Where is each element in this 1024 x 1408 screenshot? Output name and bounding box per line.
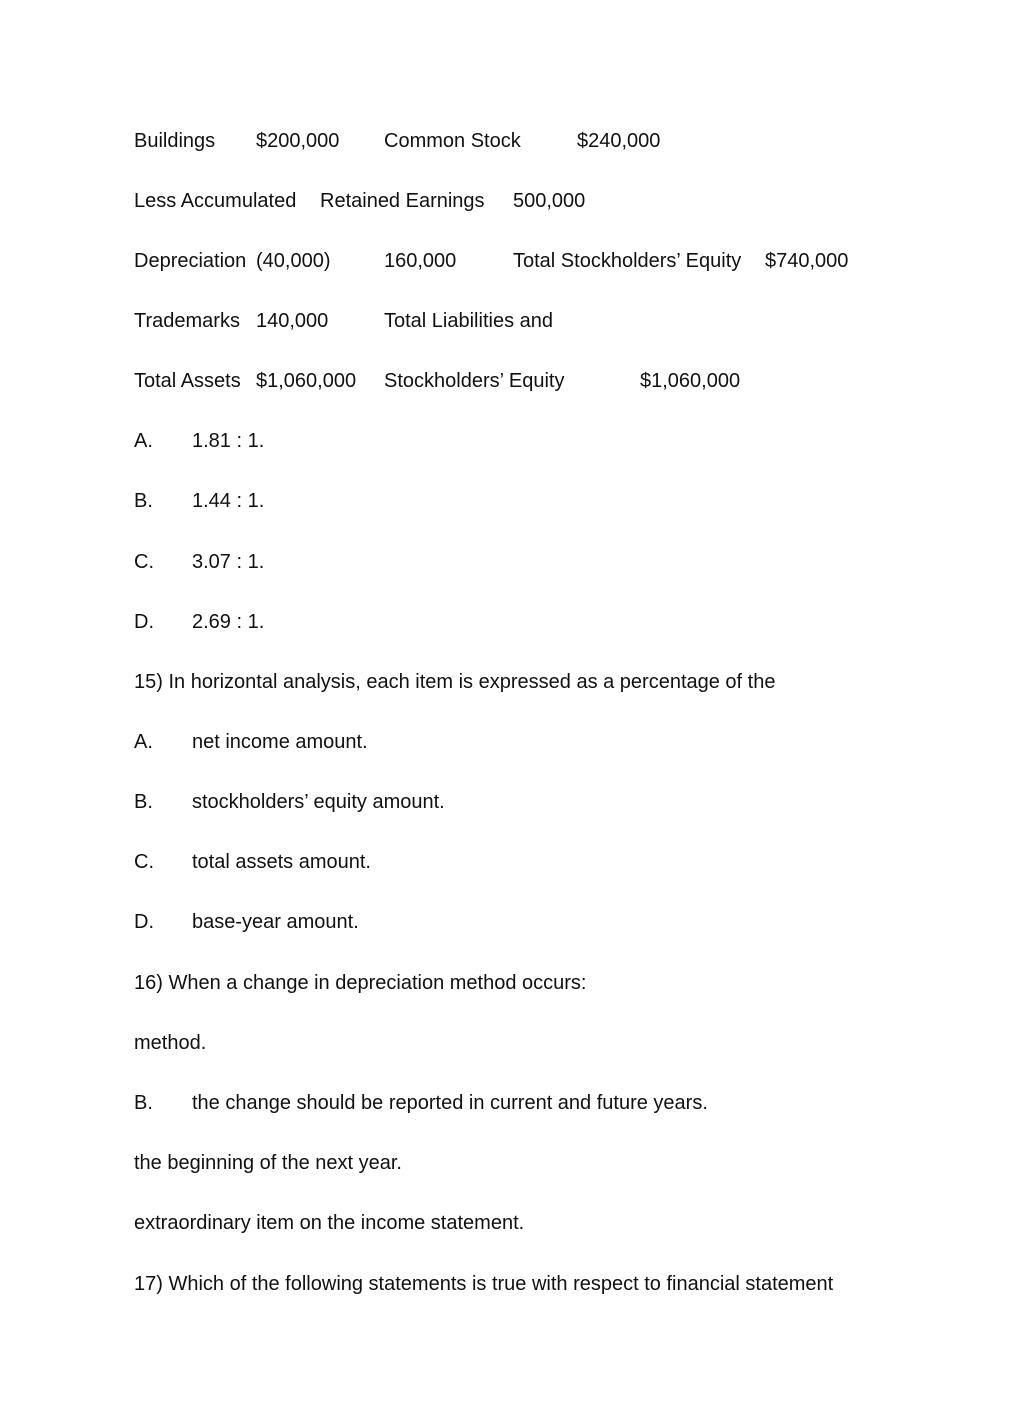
depreciation-label: Depreciation <box>134 250 247 272</box>
q16-line-next-year: the beginning of the next year. <box>134 1152 402 1174</box>
q15-option-b-letter: B. <box>134 791 153 813</box>
q15-option-c-letter: C. <box>134 851 154 873</box>
trademarks-value: 140,000 <box>256 310 329 332</box>
depreciation-value: (40,000) <box>256 250 331 272</box>
total-assets-value: $1,060,000 <box>256 370 357 392</box>
q14-option-d-letter: D. <box>134 611 154 633</box>
q15-option-a-letter: A. <box>134 731 153 753</box>
q16-option-b-text: the change should be reported in current and future years. <box>192 1092 708 1114</box>
total-liab-equity-value: $1,060,000 <box>640 370 741 392</box>
q14-option-c-letter: C. <box>134 551 154 573</box>
stockholders-equity-label: Stockholders’ Equity <box>384 370 565 392</box>
q15-option-d-letter: D. <box>134 911 154 933</box>
retained-earnings-label: Retained Earnings <box>320 190 485 212</box>
q15-question: 15) In horizontal analysis, each item is expressed as a percentage of the <box>134 671 776 693</box>
q16-option-b-letter: B. <box>134 1092 153 1114</box>
total-liabilities-label: Total Liabilities and <box>384 310 553 332</box>
q16-question: 16) When a change in depreciation method occurs: <box>134 972 587 994</box>
q16-line-extraordinary: extraordinary item on the income statement. <box>134 1212 525 1234</box>
q17-question: 17) Which of the following statements is true with respect to financial statement <box>134 1273 834 1295</box>
total-equity-label: Total Stockholders’ Equity <box>513 250 742 272</box>
total-assets-label: Total Assets <box>134 370 241 392</box>
q14-option-a-letter: A. <box>134 430 153 452</box>
less-accumulated-label: Less Accumulated <box>134 190 297 212</box>
q14-option-b-letter: B. <box>134 490 153 512</box>
q14-option-a-text: 1.81 : 1. <box>192 430 265 452</box>
q16-line-method: method. <box>134 1032 207 1054</box>
q15-option-c-text: total assets amount. <box>192 851 371 873</box>
common-stock-label: Common Stock <box>384 130 521 152</box>
q14-option-b-text: 1.44 : 1. <box>192 490 265 512</box>
buildings-value: $200,000 <box>256 130 340 152</box>
total-equity-value: $740,000 <box>765 250 849 272</box>
q15-option-a-text: net income amount. <box>192 731 368 753</box>
retained-earnings-value: 500,000 <box>513 190 586 212</box>
q14-option-c-text: 3.07 : 1. <box>192 551 265 573</box>
q14-option-d-text: 2.69 : 1. <box>192 611 265 633</box>
q15-option-b-text: stockholders’ equity amount. <box>192 791 445 813</box>
net-buildings-value: 160,000 <box>384 250 457 272</box>
buildings-label: Buildings <box>134 130 216 152</box>
common-stock-value: $240,000 <box>577 130 661 152</box>
trademarks-label: Trademarks <box>134 310 240 332</box>
q15-option-d-text: base-year amount. <box>192 911 359 933</box>
